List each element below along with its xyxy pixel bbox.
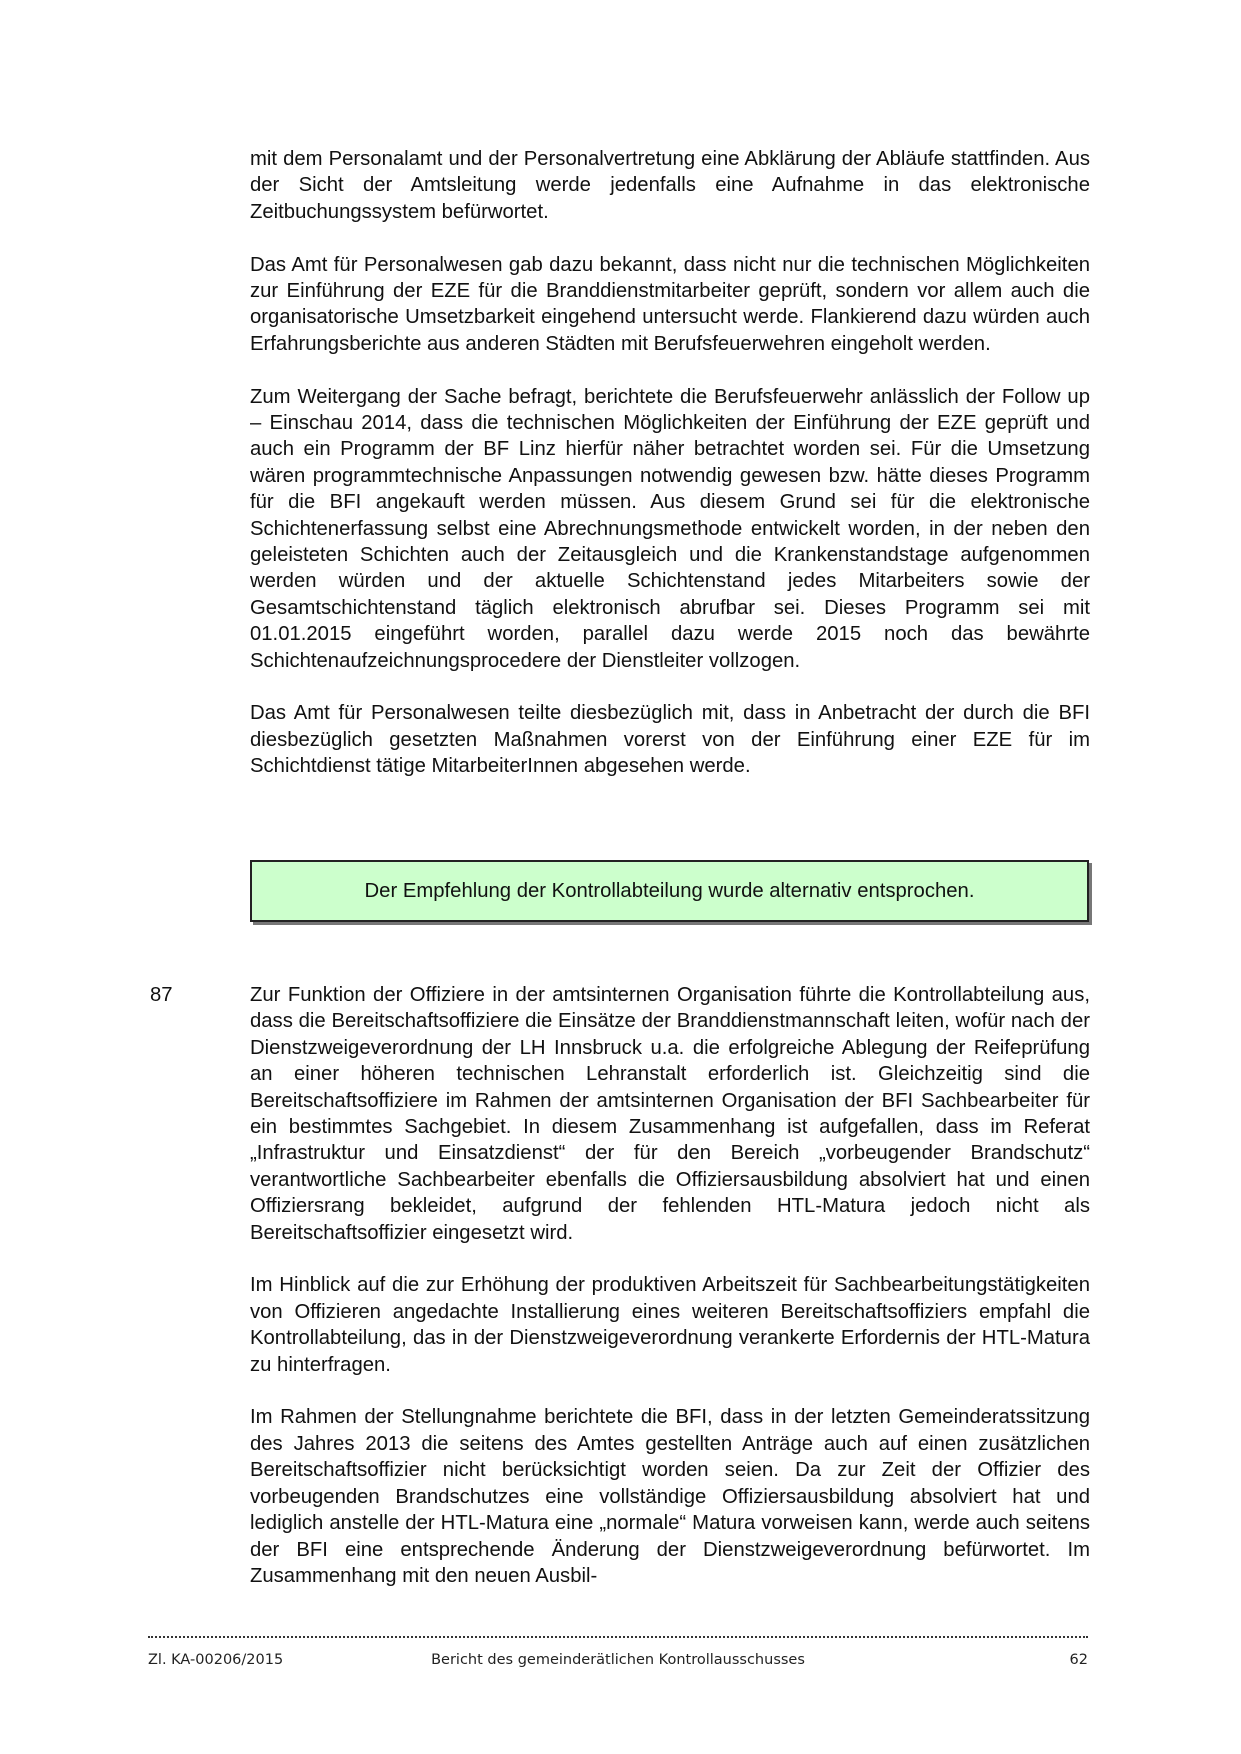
paragraph: Im Rahmen der Stellungnahme berichtete die BFI, dass in der letzten Gemeinderatssitzung des Jahres 2013 die seitens des Amtes gestellten Anträge auch auf einen zusätzlichen Bereitschaftsoffizier nicht berücksichtigt worden seien. Da zur Zeit der Offizier des vorbeugenden Brandschutzes eine vollständige Offiziersausbildung absolviert hat und lediglich anstelle der HTL-Matura eine „normale“ Matura vorweisen kann, werde auch seitens der BFI eine entsprechende Änderung der Dienstzweigeverordnung befürwortet. Im Zusammenhang mit den neuen Ausbil- [250, 1406, 1090, 1587]
report-title: Bericht des gemeinderätlichen Kontrollausschusses [431, 1652, 805, 1668]
body-text-top [250, 146, 1090, 780]
page-footer [148, 1652, 1088, 1674]
result-box: Der Empfehlung der Kontrollabteilung wurde alternativ entsprochen. [250, 860, 1089, 922]
paragraph: Zur Funktion der Offiziere in der amtsinternen Organisation führte die Kontrollabteilung aus, dass die Bereitschaftsoffiziere die Einsätze der Branddienstmannschaft leiten, wofür nach der Dienstzweigeverordnung der LH Innsbruck u.a. die erfolgreiche Ablegung der Reifeprüfung an einer höheren technischen Lehranstalt erforderlich ist. Gleichzeitig sind die Bereitschaftsoffiziere im Rahmen der amtsinternen Organisation der BFI Sachbearbeiter für ein bestimmtes Sachgebiet. In diesem Zusammenhang ist aufgefallen, dass im Referat „Infrastruktur und Einsatzdienst“ der für den Bereich „vorbeugender Brandschutz“ verantwortliche Sachbearbeiter ebenfalls die Offiziersausbildung absolviert hat und einen Offiziersrang bekleidet, aufgrund der fehlenden HTL-Matura jedoch nicht als Bereitschaftsoffizier eingesetzt wird. [250, 984, 1090, 1244]
paragraph: Im Hinblick auf die zur Erhöhung der produktiven Arbeitszeit für Sachbearbeitungstätigkeiten von Offizieren angedachte Installierung eines weiteren Bereitschaftsoffiziers empfahl die Kontrollabteilung, das in der Dienstzweigeverordnung verankerte Erfordernis der HTL-Matura zu hinterfragen. [250, 1274, 1090, 1376]
section-number: 87 [150, 984, 173, 1006]
paragraph: Das Amt für Personalwesen teilte diesbezüglich mit, dass in Anbetracht der durch die BFI diesbezüglich gesetzten Maßnahmen vorerst von der Einführung einer EZE für im Schichtdienst tätige MitarbeiterInnen abgesehen werde. [250, 702, 1090, 778]
body-text-bottom [250, 982, 1090, 1589]
footer-divider [148, 1636, 1088, 1638]
page-number: 62 [1069, 1652, 1088, 1668]
paragraph: mit dem Personalamt und der Personalvertretung eine Abklärung der Abläufe stattfinden. Aus der Sicht der Amtsleitung werde jedenfalls eine Aufnahme in das elektronische Zeitbuchungssystem befürwortet. [250, 148, 1090, 223]
paragraph: Zum Weitergang der Sache befragt, berichtete die Berufsfeuerwehr anlässlich der Follow up – Einschau 2014, dass die technischen Möglichkeiten der Einführung der EZE geprüft und auch ein Programm der BF Linz hierfür näher betrachtet worden sei. Für die Umsetzung wären programmtechnische Anpassungen notwendig gewesen bzw. hätte dieses Programm für die BFI angekauft werden müssen. Aus diesem Grund sei für die elektronische Schichtenerfassung selbst eine Abrechnungsmethode entwickelt worden, in der neben den geleisteten Schichten auch der Zeitausgleich und die Krankenstandstage aufgenommen werden würden und der aktuelle Schichtenstand jedes Mitarbeiters sowie der Gesamtschichtenstand täglich elektronisch abrufbar sei. Dieses Programm sei mit 01.01.2015 eingeführt worden, parallel dazu werde 2015 noch das bewährte Schichtenaufzeichnungsprocedere der Dienstleiter vollzogen. [250, 385, 1090, 672]
document-reference: Zl. KA-00206/2015 [148, 1652, 284, 1668]
paragraph: Das Amt für Personalwesen gab dazu bekannt, dass nicht nur die technischen Möglichkeiten zur Einführung der EZE für die Branddienstmitarbeiter geprüft, sondern vor allem auch die organisatorische Umsetzbarkeit eingehend untersucht werde. Flankierend dazu würden auch Erfahrungsberichte aus anderen Städten mit Berufsfeuerwehren eingeholt werden. [250, 253, 1090, 355]
